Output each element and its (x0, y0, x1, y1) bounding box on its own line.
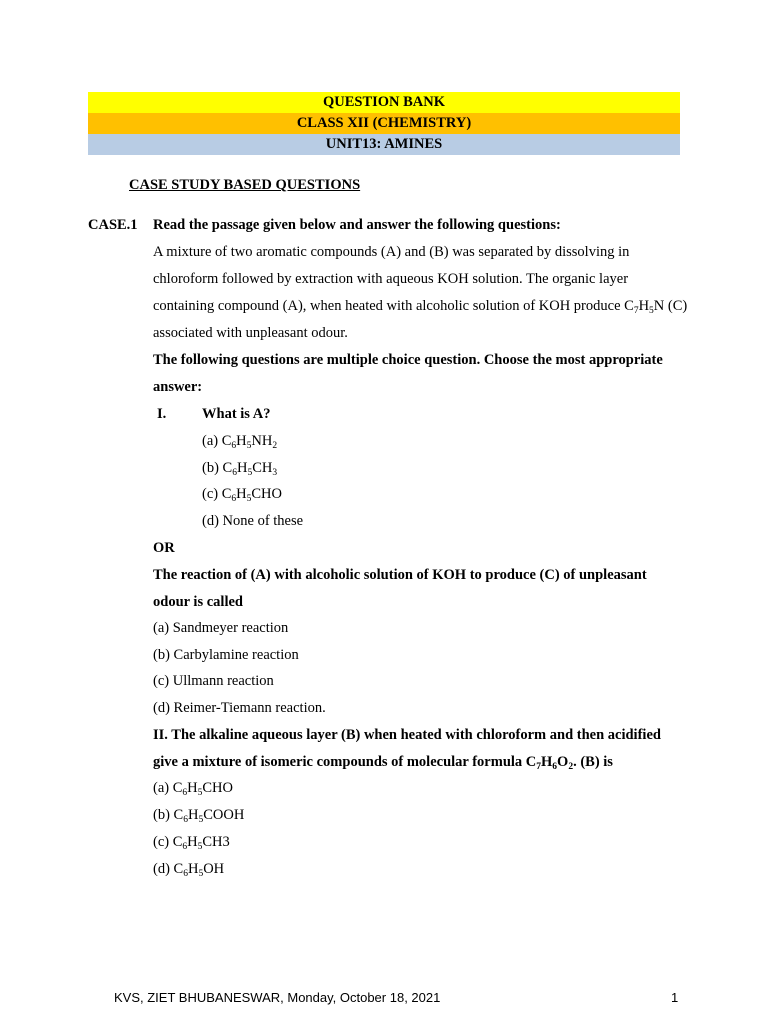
passage-line: A mixture of two aromatic compounds (A) and (B) was separated by dissolving in (153, 244, 630, 260)
passage-line: chloroform followed by extraction with aqueous KOH solution. The organic layer (153, 271, 629, 287)
mcq-note: answer: (153, 379, 203, 395)
question-text: give a mixture of isomeric compounds of molecular formula $C_7H_6O_2$. (B) is (153, 754, 613, 772)
passage-line: associated with unpleasant odour. (153, 325, 348, 341)
question-text: What is A? (202, 406, 271, 422)
mcq-note: The following questions are multiple choice question. Choose the most appropriate (153, 352, 663, 368)
option-item: (b) Carbylamine reaction (153, 647, 299, 663)
header-class: CLASS XII (CHEMISTRY) (88, 113, 680, 134)
option-item: (d) None of these (202, 513, 304, 529)
or-label: OR (153, 540, 175, 556)
case-label: CASE.1 (88, 217, 138, 233)
page-number: 1 (671, 990, 679, 1005)
header-unit: UNIT13: AMINES (88, 134, 680, 155)
option-item: (b) $C_6H_5CH_3$ (202, 460, 278, 478)
option-item: (d) $C_6H_5OH$ (153, 861, 225, 879)
option-item: (a) $C_6H_5NH_2$ (202, 433, 278, 451)
section-title: CASE STUDY BASED QUESTIONS (129, 177, 361, 193)
option-item: (a) $C_6H_5CHO$ (153, 780, 233, 798)
footer-text: KVS, ZIET BHUBANESWAR, Monday, October 18, 2021 (114, 990, 441, 1005)
alt-question: The reaction of (A) with alcoholic solution of KOH to produce (C) of unpleasant (153, 567, 647, 583)
option-item: (c) $C_6H_5CHO$ (202, 486, 282, 504)
question-text: II. The alkaline aqueous layer (B) when heated with chloroform and then acidified (153, 727, 661, 743)
passage-line: containing compound (A), when heated with alcoholic solution of KOH produce $C_7H_5N$ (C) (153, 298, 688, 316)
option-item: (c) $C_6H_5CH3$ (153, 834, 230, 852)
option-item: (a) Sandmeyer reaction (153, 620, 289, 636)
question-number: I. (157, 406, 167, 422)
alt-question: odour is called (153, 594, 243, 610)
case-instruction: Read the passage given below and answer the following questions: (153, 217, 561, 233)
option-item: (c) Ullmann reaction (153, 673, 274, 689)
option-item: (d) Reimer-Tiemann reaction. (153, 700, 326, 716)
option-item: (b) $C_6H_5COOH$ (153, 807, 245, 825)
header-title: QUESTION BANK (88, 92, 680, 113)
